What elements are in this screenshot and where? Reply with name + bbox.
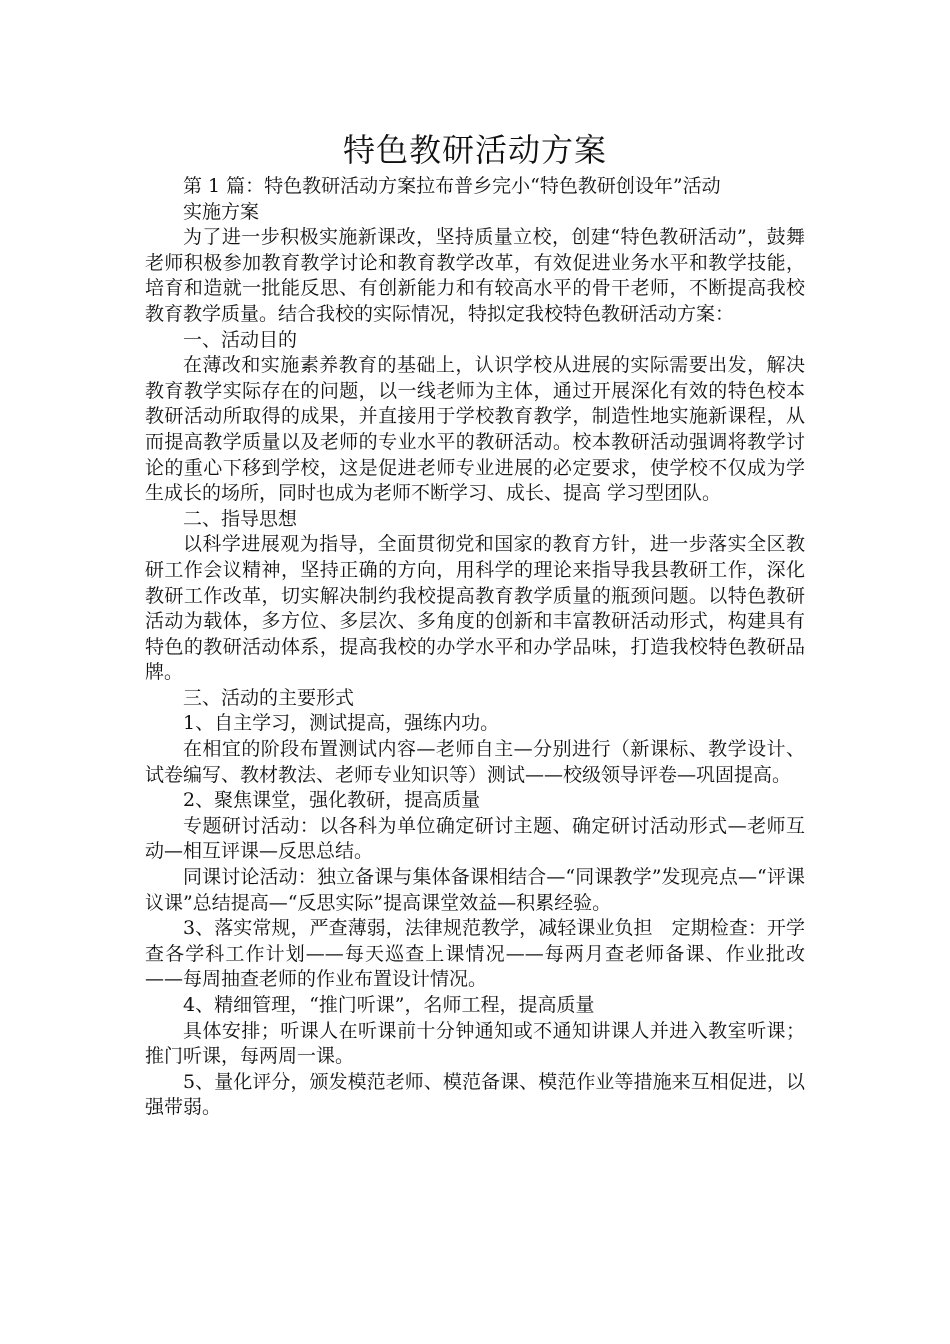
paragraph-introduction: 为了进一步积极实施新课改，坚持质量立校，创建“特色教研活动”，鼓舞老师积极参加教育教学讨论和教育教学改革，有效促进业务水平和教学技能，培育和造就一批能反思、有创新能力和有较高水平的骨干老师，不断提高我校教育教学质量。结合我校的实际情况，特拟定我校特色教研活动方案： (145, 226, 805, 325)
section-heading-purpose: 一、活动目的 (183, 328, 298, 351)
paragraph-self-study: 在相宜的阶段布置测试内容—老师自主—分别进行（新课标、教学设计、试卷编写、教材教法、老师专业知识等）测试——校级领导评卷—巩固提高。 (145, 738, 805, 786)
paragraph-topic-seminar: 专题研讨活动：以各科为单位确定研讨主题、确定研讨活动形式—老师互动—相互评课—反思总结。 (145, 814, 805, 863)
paragraph-guiding-thought: 以科学进展观为指导，全面贯彻党和国家的教育方针，进一步落实全区教研工作会议精神，坚持正确的方向，用科学的理论来指导我县教研工作，深化教研工作改革，切实解决制约我校提高教育教学质量的瓶颈问题。以特色教研活动为载体，多方位、多层次、多角度的创新和丰富教研活动形式，构建具有特色的教研活动体系，提高我校的办学水平和办学品味，打造我校特色教研品牌。 (145, 533, 805, 684)
paragraph-purpose: 在薄改和实施素养教育的基础上，认识学校从进展的实际需要出发，解决教育教学实际存在的问题，以一线老师为主体，通过开展深化有效的特色校本教研活动所取得的成果，并直接用于学校教育教学，制造性地实施新课程，从而提高教学质量以及老师的专业水平的教研活动。校本教研活动强调将教学讨论的重心下移到学校，这是促进老师专业进展的必定要求，使学校不仅成为学生成长的场所，同时也成为老师不断学习、成长、提高 学习型团队。 (145, 354, 805, 505)
paragraph-same-lesson-discussion: 同课讨论活动：独立备课与集体备课相结合—“同课教学”发现亮点—“评课议课”总结提高—“反思实际”提高课堂效益—积累经验。 (145, 866, 805, 914)
item-heading-classroom-focus: 2、聚焦课堂，强化教研，提高质量 (183, 789, 481, 812)
paragraph-chapter-intro: 第 1 篇：特色教研活动方案拉布普乡完小“特色教研创设年”活动 (183, 175, 721, 197)
document-title: 特色教研活动方案 (342, 131, 607, 169)
paragraph-routine-inspection: 3、落实常规，严查薄弱，法律规范教学，减轻课业负担 定期检查：开学查各学科工作计划——每天巡查上课情况——每两月查老师备课、作业批改——每周抽查老师的作业布置设计情况。 (145, 917, 805, 991)
section-heading-main-forms: 三、活动的主要形式 (183, 686, 355, 709)
paragraph-quantified-scoring: 5、量化评分，颁发模范老师、模范备课、模范作业等措施来互相促进，以强带弱。 (145, 1070, 805, 1119)
paragraph-plan-heading: 实施方案 (183, 200, 260, 223)
document-page (145, 128, 805, 1121)
item-heading-self-study: 1、自主学习，测试提高，强练内功。 (183, 712, 500, 735)
paragraph-arrangement: 具体安排；听课人在听课前十分钟通知或不通知讲课人并进入教室听课；推门听课，每两周一课。 (145, 1019, 805, 1068)
section-heading-guiding-thought: 二、指导思想 (183, 507, 298, 530)
item-heading-fine-management: 4、精细管理，“推门听课”，名师工程，提高质量 (183, 994, 595, 1016)
